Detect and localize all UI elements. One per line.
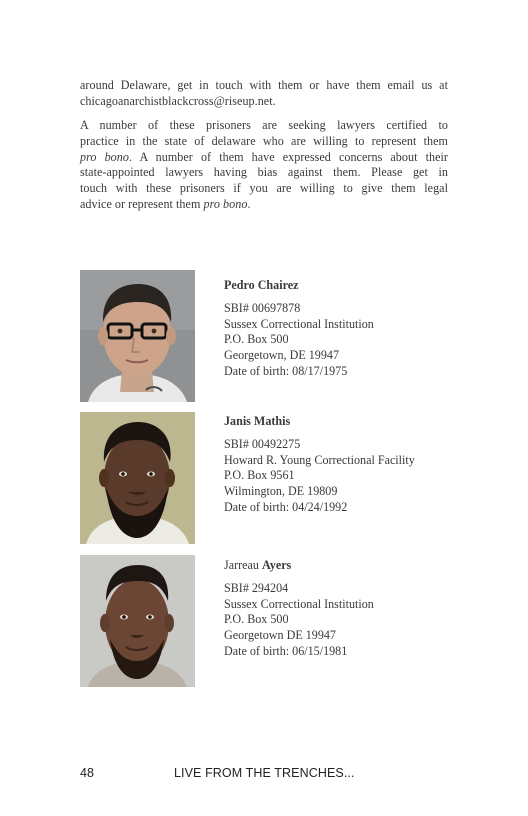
prisoner-sbi: SBI# 294204	[224, 580, 289, 595]
prisoner-name: Janis Mathis	[224, 414, 291, 428]
prisoner-photo	[80, 270, 195, 402]
prisoner-entry	[224, 278, 484, 380]
prisoner-dob: Date of birth: 08/17/1975	[224, 363, 348, 378]
pro-bono-italic: pro bono	[203, 196, 248, 211]
lawyers-line: touch with these prisoners if you are willing to give them legal	[80, 181, 448, 196]
running-head: LIVE FROM THE TRENCHES...	[174, 766, 355, 780]
prisoner-entry	[224, 558, 484, 660]
pro-bono-italic: pro bono	[80, 149, 129, 164]
prisoner-dob: Date of birth: 06/15/1981	[224, 643, 348, 658]
lawyers-paragraph	[80, 118, 448, 213]
lawyers-line: state-appointed lawyers having bias against them. Please get in	[80, 165, 448, 180]
prisoner-sbi: SBI# 00697878	[224, 300, 301, 315]
prisoner-entry	[224, 414, 484, 516]
page-number: 48	[80, 766, 94, 780]
prisoner-city: Georgetown, DE 19947	[224, 348, 339, 363]
prisoner-photo	[80, 555, 195, 687]
intro-line: around Delaware, get in touch with them or have them email us at	[80, 78, 448, 92]
prisoner-photo	[80, 412, 195, 544]
lawyers-line: practice in the state of delaware who are willing to represent them	[80, 133, 448, 148]
prisoner-name: Jarreau Ayers	[224, 558, 292, 572]
prisoner-po-box: P.O. Box 500	[224, 612, 289, 627]
prisoner-facility: Howard R. Young Correctional Facility	[224, 452, 415, 467]
prisoner-po-box: P.O. Box 500	[224, 332, 289, 347]
prisoner-facility: Sussex Correctional Institution	[224, 596, 374, 611]
prisoner-sbi: SBI# 00492275	[224, 436, 301, 451]
prisoner-dob: Date of birth: 04/24/1992	[224, 499, 348, 514]
prisoner-name: Pedro Chairez	[224, 278, 299, 292]
lawyers-line: A number of these prisoners are seeking lawyers certified to	[80, 118, 448, 132]
lawyers-line: pro bono. A number of them have expressed concerns about their	[80, 149, 448, 164]
prisoner-po-box: P.O. Box 9561	[224, 468, 295, 483]
prisoner-facility: Sussex Correctional Institution	[224, 316, 374, 331]
intro-paragraph	[80, 78, 448, 110]
intro-line-email: chicagoanarchistblackcross@riseup.net.	[80, 93, 276, 108]
prisoner-city: Georgetown DE 19947	[224, 628, 336, 643]
lawyers-line: advice or represent them pro bono.	[80, 196, 251, 211]
prisoner-city: Wilmington, DE 19809	[224, 484, 338, 499]
